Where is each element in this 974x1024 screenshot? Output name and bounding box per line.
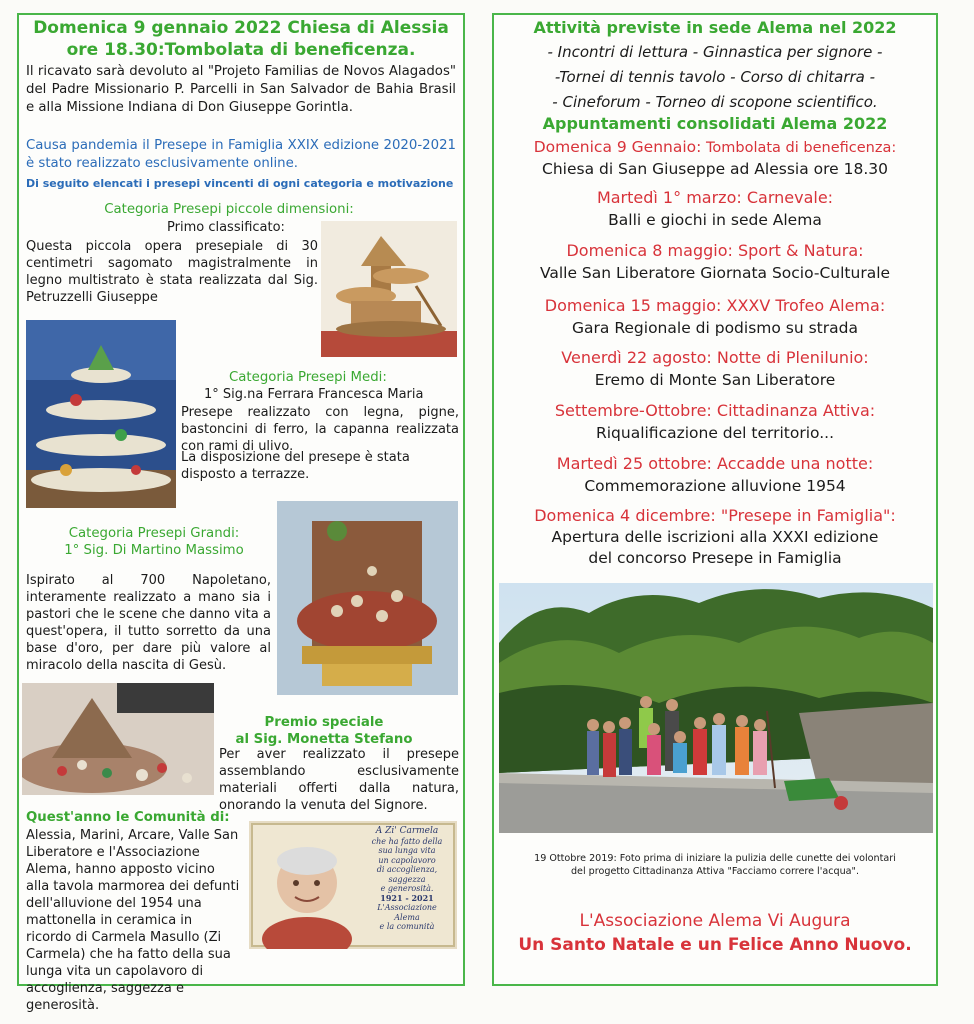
cat-medium-title: Categoria Presepi Medi: [229,370,387,385]
event-item: Domenica 9 Gennaio: Tombolata di beneficenza: Chiesa di San Giuseppe ad Alessia ore 18.30 [533,138,897,178]
event-item: Domenica 8 maggio: Sport & Natura: Valle San Liberatore Giornata Socio-Culturale [539,241,891,282]
plaque-text: A Zi' Carmela che ha fatto della sua lunga vita un capolavoro di accoglienza, saggezza e generosità. 1921 - 2021 L'Associazione Alema e la comunità [371,826,443,931]
activities-title: Attività previste in sede Alema nel 2022 [533,18,897,37]
cat-large-text: Ispirato al 700 Napoletano, interamente realizzato a mano sia i pastori che le scene che danno vita a quest'opera, il tutto sorretto da una base d'oro, per dare più valore al miracolo della nascita di Gesù. [26,573,271,673]
activities-list: - Incontri di lettura - Ginnastica per signore - -Tornei di tennis tavolo - Corso di chitarra - - Cineforum - Torneo di scopone scientifico. [547,43,883,111]
cat-medium-winner: 1° Sig.na Ferrara Francesca Maria [204,387,424,402]
event-item: Martedì 1° marzo: Carnevale: Balli e giochi in sede Alema [596,188,834,229]
cat-large-title: Categoria Presepi Grandi: 1° Sig. Di Martino Massimo [64,526,244,558]
appointments-title: Appuntamenti consolidati Alema 2022 [542,114,888,133]
event-item: Domenica 4 dicembre: "Presepe in Famiglia": Apertura delle iscrizioni alla XXXI edizione del concorso Presepe in Famiglia [534,506,896,567]
event-title: Domenica 9 gennaio 2022 Chiesa di Alessia ore 18.30:Tombolata di beneficenza. [33,18,449,60]
special-text: Per aver realizzato il presepe assemblando esclusivamente materiali offerti dalla natura, onorando la venuta del Signore. [219,747,459,813]
right-panel [492,13,938,986]
cat-small-winner: Primo classificato: [167,220,285,235]
community-text: Alessia, Marini, Arcare, Valle San Liberatore e l'Associazione Alema, hanno apposto vicino alla tavola marmorea dei defunti dell'alluvione del 1954 una mattonella in ceramica in ricordo di Carmela Masullo (Zi Carmela) che ha fatto della sua lunga vita un capolavoro di accoglienza, saggezza e generosità. [26,828,240,1013]
photo-caption: 19 Ottobre 2019: Foto prima di iniziare la pulizia delle cunette dei volontari del progetto Cittadinanza Attiva "Facciamo correre l'acqua". [534,853,896,877]
cat-small-title: Categoria Presepi piccole dimensioni: [104,202,354,217]
event-item: Venerdì 22 agosto: Notte di Plenilunio: Eremo di Monte San Liberatore [561,348,869,389]
large-nativity-photo [277,501,458,695]
intro-text: Il ricavato sarà devoluto al "Projeto Familias de Novos Alagados" del Padre Missionario P. Parcelli in San Salvador de Bahia Brasil e alla Missione Indiana di Don Giuseppe Gorintla. [26,64,456,115]
special-title: Premio speciale al Sig. Monetta Stefano [235,715,413,747]
memorial-tile-photo [249,821,457,949]
winners-intro: Di seguito elencati i presepi vincenti di ogni categoria e motivazione [26,177,454,190]
medium-nativity-photo [26,320,176,508]
cat-medium-text2: La disposizione del presepe è stata disposto a terrazze. [181,450,410,482]
small-nativity-photo [321,221,457,357]
pandemic-note: Causa pandemia il Presepe in Famiglia XXIX edizione 2020-2021 è stato realizzato esclusivamente online. [26,138,456,171]
volunteers-photo [499,583,933,833]
cat-small-text: Questa piccola opera presepiale di 30 centimetri sagomato magistralmente in legno multistrato è stata realizzata dal Sig. Petruzzelli Giuseppe [26,239,318,305]
greeting: L'Associazione Alema Vi Augura Un Santo Natale e un Felice Anno Nuovo. [518,911,912,955]
event-item: Martedì 25 ottobre: Accadde una notte: Commemorazione alluvione 1954 [556,454,874,495]
cat-medium-text: Presepe realizzato con legna, pigne, bastoncini di ferro, la capanna realizzata con rami di ulivo. [181,405,459,454]
left-panel [17,13,465,1013]
special-nativity-photo [22,683,214,795]
event-item: Domenica 15 maggio: XXXV Trofeo Alema: Gara Regionale di podismo su strada [544,296,886,337]
event-item: Settembre-Ottobre: Cittadinanza Attiva: Riqualificazione del territorio... [554,401,876,442]
community-title: Quest'anno le Comunità di: [26,810,230,825]
